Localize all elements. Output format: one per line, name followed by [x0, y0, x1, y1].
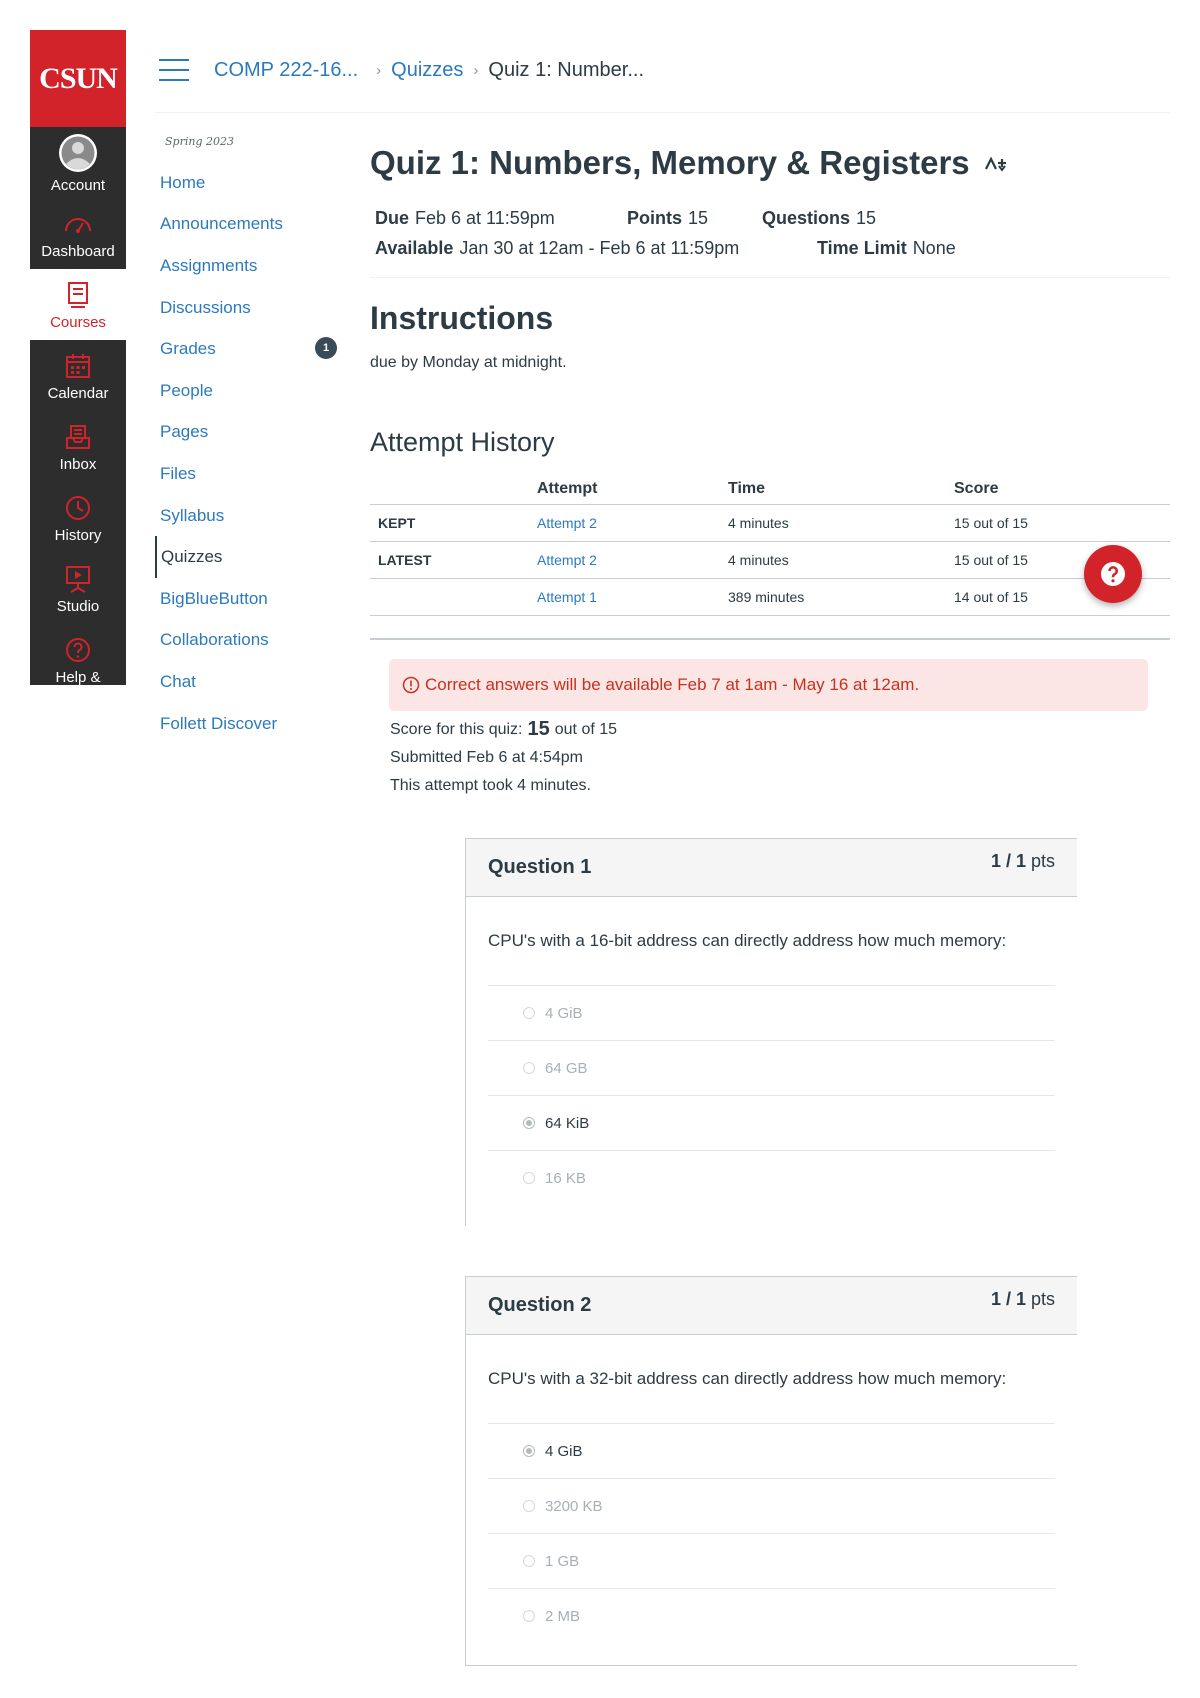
course-nav-collaborations[interactable]: [155, 620, 345, 662]
table-row: [370, 504, 1170, 541]
radio-button-selected: [523, 1117, 535, 1129]
global-nav-account-label: Account: [50, 177, 106, 194]
course-nav-announcements[interactable]: [155, 204, 345, 246]
question-title: Question 2: [488, 1294, 592, 1316]
global-nav-help[interactable]: [30, 624, 126, 685]
global-nav-dashboard-label: Dashboard: [41, 243, 115, 260]
course-nav-label: Files: [160, 463, 196, 483]
page-title: [370, 140, 1170, 185]
quiz-meta-row-1: [375, 203, 1170, 233]
chevron-right-icon: ›: [376, 61, 382, 79]
course-nav-label: Assignments: [160, 255, 258, 275]
column-header: Attempt: [537, 469, 728, 504]
global-nav-dashboard[interactable]: [30, 198, 126, 269]
attempt-history-heading: Attempt History: [370, 427, 555, 457]
quiz-available: [375, 238, 817, 259]
instructions-text: due by Monday at midnight.: [370, 354, 567, 371]
course-nav-label: Quizzes: [161, 547, 223, 567]
global-nav-history-label: History: [54, 527, 102, 544]
course-nav-label: Follett Discover: [160, 713, 278, 733]
answer-option: [488, 1040, 1055, 1095]
answer-option-selected: [488, 1423, 1055, 1478]
global-nav-history[interactable]: [30, 482, 126, 553]
attempt-row-label: [370, 578, 537, 615]
course-nav-files[interactable]: [155, 453, 345, 495]
attempt-row-label: KEPT: [370, 504, 537, 541]
table-row: [370, 578, 1170, 615]
column-header: Time: [728, 469, 954, 504]
courses-icon: [66, 278, 90, 312]
column-header: [370, 469, 537, 504]
global-nav-calendar-label: Calendar: [47, 385, 109, 402]
answer-option-selected: [488, 1095, 1055, 1150]
global-nav-studio-label: Studio: [56, 598, 100, 615]
available-value: Jan 30 at 12am - Feb 6 at 11:59pm: [459, 237, 740, 258]
points-label: Points: [627, 207, 683, 228]
question-points: [991, 851, 1055, 872]
answer-option: [488, 1150, 1055, 1205]
quiz-time-limit: [817, 238, 956, 259]
course-nav-label: Syllabus: [160, 505, 225, 525]
question-card-1: [465, 838, 1077, 1226]
account-icon: [58, 131, 98, 175]
question-points-value: 1 / 1: [990, 851, 1026, 871]
submitted-time: Submitted Feb 6 at 4:54pm: [390, 748, 583, 766]
table-row: [370, 541, 1170, 578]
attempt-time: 389 minutes: [728, 578, 954, 615]
questions-value: 15: [856, 207, 877, 228]
question-mark-icon: [1099, 560, 1127, 588]
meta-divider: [370, 277, 1170, 278]
answer-option: [488, 1588, 1055, 1643]
inbox-icon: [64, 420, 92, 454]
hamburger-line-icon: [159, 69, 189, 71]
quiz-questions: [762, 208, 876, 229]
score-suffix: out of 15: [554, 720, 618, 738]
radio-button: [523, 1062, 535, 1074]
attempt-history-table: [370, 469, 1170, 616]
course-nav-quizzes[interactable]: [155, 536, 345, 578]
global-nav-help-label: Help &: [55, 669, 101, 685]
answer-label: 64 KiB: [545, 1114, 590, 1132]
quiz-meta-row-2: [375, 233, 1170, 263]
global-nav-account[interactable]: [30, 127, 126, 198]
course-nav-label: Discussions: [160, 297, 251, 317]
alert-text: Correct answers will be available Feb 7 at 1am - May 16 at 12am.: [425, 674, 920, 694]
course-nav-label: Pages: [160, 422, 209, 442]
global-nav-studio[interactable]: [30, 553, 126, 624]
answer-label: 2 MB: [545, 1607, 581, 1625]
attempt-score: 14 out of 15: [954, 578, 1170, 615]
course-nav-syllabus[interactable]: [155, 495, 345, 537]
attempt-time: 4 minutes: [728, 504, 954, 541]
course-nav-home[interactable]: [155, 162, 345, 204]
questions-label: Questions: [762, 207, 851, 228]
radio-button: [523, 1007, 535, 1019]
course-nav-label: Chat: [160, 671, 196, 691]
attempt-row-label: LATEST: [370, 541, 537, 578]
course-nav-grades[interactable]: [155, 328, 345, 370]
attempt-score: 15 out of 15: [954, 541, 1170, 578]
chevron-right-icon: ›: [473, 61, 479, 79]
help-icon: [64, 633, 92, 667]
question-points: [991, 1289, 1055, 1310]
instructions-heading: Instructions: [370, 300, 554, 336]
history-icon: [64, 491, 92, 525]
answer-label: 4 GiB: [545, 1004, 583, 1022]
studio-icon: [64, 562, 92, 596]
course-nav: [155, 135, 345, 744]
course-term: Spring 2023: [165, 135, 234, 148]
table-header-row: [370, 469, 1170, 504]
breadcrumb-course-link[interactable]: COMP 222-16...: [214, 58, 359, 81]
history-divider: [370, 638, 1170, 640]
time-limit-label: Time Limit: [817, 237, 907, 258]
answers-availability-alert: [389, 659, 1148, 711]
dashboard-icon: [63, 207, 93, 241]
course-nav-chat[interactable]: [155, 661, 345, 703]
global-nav-inbox[interactable]: [30, 411, 126, 482]
question-text: CPU's with a 16-bit address can directly address how much memory:: [488, 931, 1007, 950]
course-nav-label: Home: [160, 172, 206, 192]
answer-option: [488, 1533, 1055, 1588]
breadcrumb-current: Quiz 1: Number...: [488, 58, 645, 81]
question-header: [466, 1277, 1077, 1335]
course-nav-label: Grades: [160, 339, 216, 359]
answer-label: 4 GiB: [545, 1442, 583, 1460]
answer-label: 64 GB: [545, 1059, 588, 1077]
attempt-duration: This attempt took 4 minutes.: [390, 776, 591, 794]
radio-button: [523, 1172, 535, 1184]
question-points-unit: pts: [1030, 851, 1055, 871]
quiz-due: [375, 208, 627, 229]
answer-label: 16 KB: [545, 1169, 586, 1187]
help-button[interactable]: [1084, 545, 1142, 603]
course-nav-label: BigBlueButton: [160, 588, 268, 608]
attempt-link[interactable]: Attempt 2: [537, 551, 597, 568]
question-points-value: 1 / 1: [990, 1289, 1026, 1309]
global-nav: [30, 30, 126, 685]
question-points-unit: pts: [1030, 1289, 1055, 1309]
answer-option: [488, 985, 1055, 1040]
hamburger-line-icon: [159, 59, 189, 61]
due-label: Due: [375, 207, 410, 228]
radio-button-selected: [523, 1445, 535, 1457]
course-nav-label: Announcements: [160, 214, 283, 234]
radio-button: [523, 1500, 535, 1512]
question-header: [466, 839, 1077, 897]
course-nav-assignments[interactable]: [155, 245, 345, 287]
hamburger-line-icon: [159, 79, 189, 81]
course-nav-people[interactable]: [155, 370, 345, 412]
global-nav-calendar[interactable]: [30, 340, 126, 411]
course-nav-pages[interactable]: [155, 412, 345, 454]
hamburger-menu-button[interactable]: [159, 59, 189, 81]
available-label: Available: [375, 237, 454, 258]
global-nav-inbox-label: Inbox: [59, 456, 97, 473]
attempt-score: 15 out of 15: [954, 504, 1170, 541]
csun-logo[interactable]: CSUN: [30, 30, 126, 127]
warning-icon: [402, 676, 420, 694]
attempt-link[interactable]: Attempt 2: [537, 514, 597, 531]
question-card-2: [465, 1276, 1077, 1666]
radio-button: [523, 1555, 535, 1567]
breadcrumb-quizzes-link[interactable]: Quizzes: [391, 58, 464, 81]
question-title: Question 1: [488, 856, 592, 878]
attempt-link[interactable]: Attempt 1: [537, 588, 597, 605]
main-content: [370, 140, 1170, 800]
question-text: CPU's with a 32-bit address can directly address how much memory:: [488, 1369, 1007, 1388]
global-nav-courses-label: Courses: [50, 314, 106, 331]
column-header: Score: [954, 469, 1170, 504]
answer-list: [488, 985, 1055, 1205]
course-nav-label: People: [160, 380, 213, 400]
grades-badge: 1: [315, 337, 337, 359]
answer-option: [488, 1478, 1055, 1533]
global-nav-courses[interactable]: [30, 269, 126, 340]
score-value: 15: [527, 718, 550, 740]
points-value: 15: [688, 207, 709, 228]
calendar-icon: [64, 349, 92, 383]
answer-label: 3200 KB: [545, 1497, 603, 1515]
answer-label: 1 GB: [545, 1552, 580, 1570]
score-prefix: Score for this quiz:: [390, 720, 523, 738]
quiz-points: [627, 208, 762, 229]
quiz-title-text: Quiz 1: Numbers, Memory & Registers: [370, 143, 970, 181]
time-limit-value: None: [912, 237, 956, 258]
breadcrumb: [155, 48, 644, 92]
quiz-score-summary: [390, 716, 1170, 744]
answer-list: [488, 1423, 1055, 1643]
mastery-paths-icon[interactable]: [984, 154, 1008, 172]
radio-button: [523, 1610, 535, 1622]
course-nav-follett-discover[interactable]: [155, 703, 345, 745]
topbar-divider: [155, 112, 1170, 113]
course-nav-discussions[interactable]: [155, 287, 345, 329]
attempt-time: 4 minutes: [728, 541, 954, 578]
course-nav-label: Collaborations: [160, 630, 269, 650]
due-value: Feb 6 at 11:59pm: [415, 207, 555, 228]
course-nav-bigbluebutton[interactable]: [155, 578, 345, 620]
